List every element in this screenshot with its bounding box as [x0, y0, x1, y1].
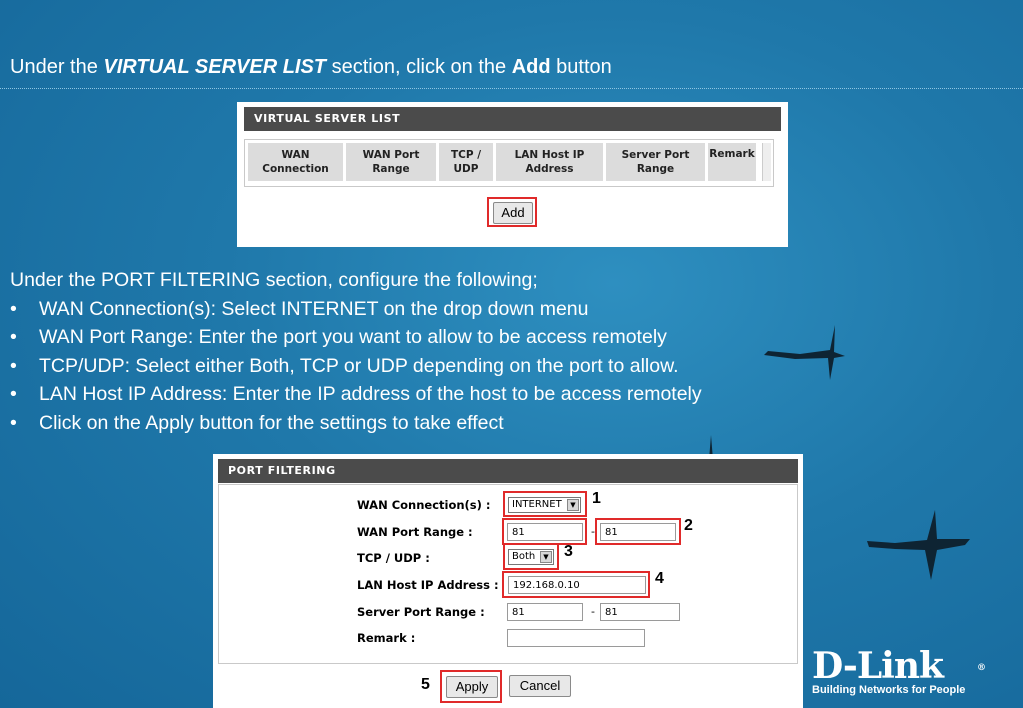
wan-port-to-input[interactable]: 81 — [600, 523, 676, 541]
col-wan-port-range: WAN Port Range — [346, 143, 436, 181]
bird-silhouette-2 — [865, 505, 975, 585]
step3-highlight — [503, 543, 559, 570]
instructions — [10, 266, 702, 437]
col-tcp-udp: TCP / UDP — [439, 143, 493, 181]
tcp-udp-value: Both — [512, 551, 536, 562]
label-lan-host-ip: LAN Host IP Address : — [357, 578, 499, 592]
server-port-to-input[interactable]: 81 — [600, 603, 680, 621]
step-number-4: 4 — [655, 570, 664, 587]
wan-connection-value: INTERNET — [512, 499, 562, 510]
instructions-list — [10, 295, 702, 438]
dlink-brand: D-Link ® — [812, 645, 985, 687]
cancel-button[interactable]: Cancel — [509, 675, 571, 697]
virtual-server-list-panel — [237, 102, 788, 247]
col-wan-connection: WAN Connection — [248, 143, 343, 181]
apply-button[interactable]: Apply — [446, 676, 498, 698]
remark-input[interactable] — [507, 629, 645, 647]
heading-bold: Add — [511, 56, 551, 78]
instruction-item: • LAN Host IP Address: Enter the IP address of the host to be access remotely — [10, 380, 702, 409]
server-port-from-input[interactable]: 81 — [507, 603, 583, 621]
step1-highlight — [503, 491, 587, 517]
add-button[interactable]: Add — [493, 202, 533, 224]
step5-highlight — [440, 670, 502, 703]
heading-prefix: Under the — [10, 56, 104, 78]
step-number-3: 3 — [564, 543, 573, 560]
step2-from-highlight — [502, 518, 587, 545]
heading-emphasis: VIRTUAL SERVER LIST — [103, 56, 327, 78]
step-number-5: 5 — [421, 676, 430, 693]
dlink-tagline: Building Networks for People — [812, 684, 966, 696]
col-remark: Remark — [708, 143, 756, 181]
wan-port-dash: - — [591, 525, 595, 538]
instruction-item: • TCP/UDP: Select either Both, TCP or UDP depending on the port to allow. — [10, 352, 702, 381]
instruction-item: • WAN Connection(s): Select INTERNET on the drop down menu — [10, 295, 702, 324]
chevron-down-icon: ▼ — [540, 551, 552, 563]
step-number-2: 2 — [684, 517, 693, 534]
virtual-server-list-title: VIRTUAL SERVER LIST — [244, 107, 781, 131]
label-server-port-range: Server Port Range : — [357, 605, 485, 619]
col-server-port-range: Server Port Range — [606, 143, 705, 181]
wan-port-from-input[interactable]: 81 — [507, 523, 583, 541]
port-filtering-panel — [213, 454, 803, 708]
heading-suffix: button — [550, 56, 612, 78]
label-wan-connection: WAN Connection(s) : — [357, 498, 491, 512]
dlink-logo — [812, 645, 1012, 696]
chevron-down-icon: ▼ — [567, 499, 579, 511]
label-remark: Remark : — [357, 631, 416, 645]
bird-silhouette-1 — [760, 320, 850, 390]
instructions-intro: Under the PORT FILTERING section, configure the following; — [10, 269, 538, 291]
port-filtering-title: PORT FILTERING — [218, 459, 798, 483]
instruction-item: • Click on the Apply button for the settings to take effect — [10, 409, 702, 438]
instruction-item: • WAN Port Range: Enter the port you want to allow to be access remotely — [10, 323, 702, 352]
step-number-1: 1 — [592, 490, 601, 507]
heading-instruction — [10, 56, 612, 79]
heading-middle: section, click on the — [326, 56, 512, 78]
label-tcp-udp: TCP / UDP : — [357, 551, 430, 565]
step2-to-highlight — [595, 518, 681, 545]
add-highlight — [487, 197, 537, 227]
table-scrollbar[interactable] — [762, 143, 771, 181]
dotted-divider — [0, 88, 1023, 89]
col-lan-host-ip: LAN Host IP Address — [496, 143, 603, 181]
lan-host-ip-input[interactable]: 192.168.0.10 — [508, 576, 646, 594]
registered-mark: ® — [977, 663, 985, 673]
server-port-dash: - — [591, 605, 595, 618]
step4-highlight — [502, 571, 650, 598]
virtual-server-table — [244, 139, 774, 187]
port-filtering-form — [218, 484, 798, 664]
label-wan-port-range: WAN Port Range : — [357, 525, 473, 539]
